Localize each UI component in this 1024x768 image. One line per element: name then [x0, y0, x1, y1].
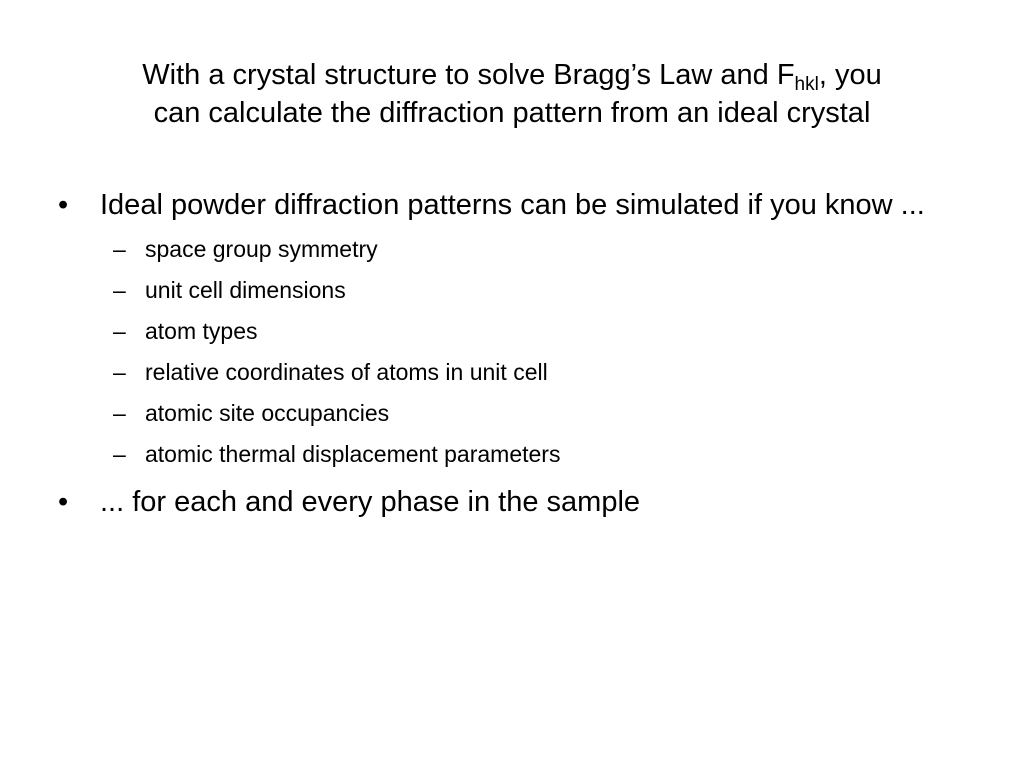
title-main: With a crystal structure to solve Bragg’s Law and F	[142, 59, 795, 91]
sub-bullet-text: relative coordinates of atoms in unit cell	[145, 359, 548, 385]
bullet-text: ... for each and every phase in the sample	[100, 486, 641, 518]
title-line-2: can calculate the diffraction pattern from an ideal crystal	[153, 97, 871, 129]
bullet-marker: •	[58, 486, 69, 518]
sub-bullet-item	[58, 277, 958, 318]
sub-bullet-text: space group symmetry	[145, 236, 378, 262]
slide-body	[58, 186, 958, 521]
bullet-item	[58, 483, 958, 521]
title-tail: , you	[818, 59, 882, 91]
sub-bullet-item	[58, 236, 958, 277]
sub-bullet-item	[58, 359, 958, 400]
bullet-marker: •	[58, 189, 69, 221]
dash-marker: –	[113, 359, 126, 385]
dash-marker: –	[113, 441, 126, 467]
sub-bullet-list	[58, 236, 958, 482]
dash-marker: –	[113, 277, 126, 303]
sub-bullet-item	[58, 318, 958, 359]
bullet-text: Ideal powder diffraction patterns can be simulated if you know ...	[100, 189, 925, 221]
bullet-item	[58, 186, 958, 224]
slide-title	[40, 56, 984, 132]
sub-bullet-text: atom types	[145, 318, 258, 344]
dash-marker: –	[113, 318, 126, 344]
title-subscript: hkl	[794, 74, 819, 95]
sub-bullet-text: atomic site occupancies	[145, 400, 390, 426]
sub-bullet-item	[58, 400, 958, 441]
dash-marker: –	[113, 400, 126, 426]
sub-bullet-item	[58, 441, 958, 482]
dash-marker: –	[113, 236, 126, 262]
sub-bullet-text: unit cell dimensions	[145, 277, 346, 303]
sub-bullet-text: atomic thermal displacement parameters	[145, 441, 561, 467]
